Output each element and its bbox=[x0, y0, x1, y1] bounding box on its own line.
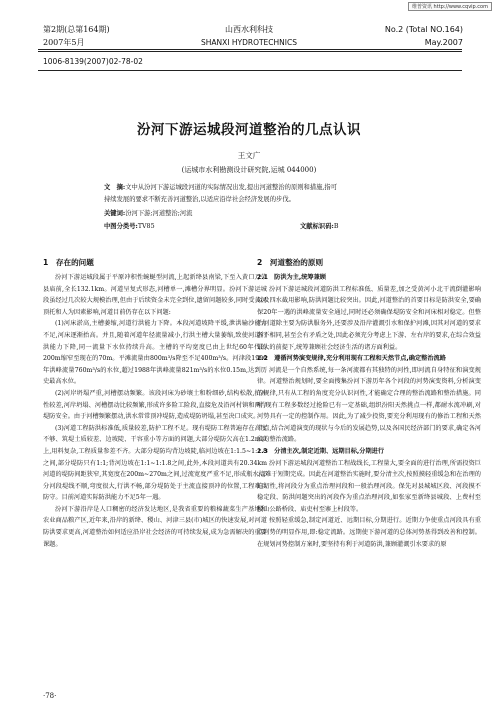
left-paragraph: (3)河道工程防洪标准低,质量较差,防护工程不足。现有堤防工程普遍存在高度不够、筑堤土质较差、边坡陡、干容重小等方面的问题,大部分堤防欠高在1.2m以上,用料复杂,工程质量参差不齐。大部分堤防均背边坡陡,临河边坡在1:1.5~1:1.8之间,部分堤防只有1:1;背河边坡在1:1~1:1.8之间,此外,本段河道共有20.34km河道的堤防间距狭窄,其宽度在200m~270m之间,过流宽度严重不足,形成瓶水;部分河段堤线不顺,弯度很大,行洪不畅,部分堤防处于主流直接顶冲的位置,工程难以防守。目前河道实际防洪能力不足5年一遇。 bbox=[43, 424, 267, 502]
clc-code: TV85 bbox=[137, 223, 155, 230]
subsection-2-1-heading: 2.1 防洪为主,统筹兼顾 bbox=[257, 274, 326, 281]
right-paragraph: 河流是一个自然系统,每一条河流都有其独特的河性,即河流自身特征和演变规律。河道整治规划时,要全面搜集汾河下游历年各个河段的河势演变资料,分析演变的规律,只有从工程的角度充分认识河性,才能确定合理的整治流路和整治措施。同时,现有工程多数经过抢险已有一定基础,组织汾阳天然挑点一样,都耐水流冲刷,对河势具有一定的控制作用。因此,为了减少投资,要充分利用现有的修治工程和天然节点,结合河道演变的现状与今后的发展趋势,以及各国民经济部门的要求,确定各河段的整治流路。 bbox=[257, 366, 481, 444]
subsection-2-3-heading: 2.3 分清主次,制定近期、远期目标,分期进行 bbox=[257, 447, 385, 455]
journal-name-en: SHANXI HYDROTECHNICS bbox=[200, 38, 297, 47]
watermark: 维普资讯 http://www.cqvip.com bbox=[408, 2, 492, 11]
document-id: 1006-8139(2007)02-78-02 bbox=[43, 57, 143, 66]
journal-name-cn: 山西水利科技 bbox=[225, 25, 273, 34]
section-1-heading: 1 存在的问题 bbox=[43, 258, 94, 267]
abstract-line-1 bbox=[104, 183, 337, 193]
article-title: 汾河下游运城段河道整治的几点认识 bbox=[137, 122, 361, 138]
keywords-text: 汾河下游;河道整治;河流 bbox=[125, 210, 193, 217]
right-paragraph: 汾河下游运城段河道防洪工程标准低、质量差,加之受黄河小北干流倒灌影响以及四水截用影响,防洪问题比较突出。因此,河道整治的首要目标是防洪安全,要确保20年一遇的洪峰流量安全通过,同时还必须确保堤防安全和河床相对稳定。但整治河道除主要为防洪服务外,还要涉及沿岸灌溉引水和保护河滩,因其对河道的要求各不相同,甚至会有矛盾之处,因此必须充分考虑上下游、左右岸的要求,在综合效益最大的前提下,统筹兼顾社会经济生活的诸方面利益。 bbox=[257, 285, 481, 351]
issue-number-en: No.2 (Total NO.164) bbox=[384, 25, 463, 34]
left-column bbox=[43, 272, 267, 550]
clc-line bbox=[104, 222, 155, 232]
abstract-line-2: 持续发展的要求不断充善河道整治,以适应沿岸社会经济发展的步伐。 bbox=[104, 196, 295, 203]
section-2-heading: 2 河道整治的原则 bbox=[257, 258, 324, 267]
abstract-text-1: 文中从汾河下游运城段河道的实际情况出发,提出河道整治的原则和措施,指可 bbox=[125, 184, 338, 191]
keywords-label: 关键词: bbox=[104, 210, 126, 217]
doc-id-rule bbox=[38, 70, 462, 71]
page-number: ·78· bbox=[43, 692, 57, 700]
abstract-label: 文 摘: bbox=[104, 184, 126, 191]
right-column bbox=[257, 272, 481, 550]
right-paragraph: 汾河下游运城段河道整治工程战线长,工程量大,要全面的进行治理,所需投资巨大,难于短期完成。因此在河道整治实施时,要分清主次,按照摸轻重缓急和在治理的迫切性,将河段分为重点治理河段和一般治理河段。保先对县城城区段、河段摸不稳定段、防洪问题突出的河段作为重点治理河段,如张家至新绛县城段、上费村至稷山公路桥段、庙吏村至寨上村段等。 bbox=[257, 459, 481, 513]
date-en: May.2007 bbox=[424, 38, 463, 47]
doc-code-label: 文献标识码: bbox=[300, 223, 334, 230]
left-paragraph: 汾河下游沿岸是人口稠密的经济发达地区,是我省重要的粮棉蔬菜生产基地和农业商品粮产区,近年来,沿岸的新绛、稷山、河津三县(市)城区的快速发展,对河道防洪要求更高,河道整治如何适应沿岸社会经济的可持续发展,成为急需解决的重要课题。 bbox=[43, 505, 267, 548]
date-cn: 2007年5月 bbox=[43, 38, 85, 47]
left-paragraph: (2)河岸坍塌严重,河槽摆动频繁。该段河床为砂壤土和粉细砂,结构松散,抗冲性较差,河岸坍塌、河槽摆动比较频繁,形成许多险工险段,直接危及沿河村镇和两岸堤防安全。由于河槽频繁摆动,洪水常常顶冲堤防,造成堤防坍塌,甚至决口成灾。 bbox=[43, 389, 267, 421]
left-paragraph: (1)河床淤高,主槽萎缩,河道行洪能力下降。本段河道坡降平缓,泄洪输沙能力不足,河床逐渐抬高。并且,随着河道年径流量减小,行洪主槽大量萎缩,致使河道行洪能力下降,同一流量下水位持续升高。主槽的平均宽度已由上世纪60年代的200m缩窄至现在的70m。平滩流量由800m³/s降至不足400m³/s。河津段1996年洪峰流量760m³/s的水位,超过1988年洪峰流量821m³/s的水位0.15m,达到历史最高水位。 bbox=[43, 320, 267, 386]
header-rule-thin bbox=[38, 51, 462, 52]
header-rule bbox=[38, 49, 462, 50]
keywords-line bbox=[104, 209, 192, 219]
right-paragraph: 按照轻重缓急,制定河道近、远期目标,分期进行。近期力争使重点河段具有重点河势的明显作用,即:稳定流路。远期使下游河道的总体河势基得到改善和控制。在规划河势控制方案时,要坚持有利于河道防洪,兼顾灌溉引水要求的原 bbox=[257, 517, 481, 548]
issue-number-cn: 第2期(总第164期) bbox=[43, 25, 110, 34]
doc-code: B bbox=[333, 223, 339, 230]
clc-label: 中图分类号: bbox=[104, 223, 138, 230]
author-name: 王文广 bbox=[237, 151, 261, 160]
subsection-2-2-heading: 2.2 遵循河势演变规律,充分利用现有工程和天然节点,确定整治流路 bbox=[257, 355, 446, 363]
left-paragraph: 汾河下游运城段属于平原冲积性蜿蜒型河流,上起新绛县南梁,下至入黄口万荣县庙前,全长132.1km。河道呈复式形态,河槽单一,滩槽分界明显。汾河下游运城段虽经过几次较大规模治理,但由于后续资金未完全到位,遗留问题较多,同时受黄河顶托和人为因素影响,河道目前仍存在以下问题: bbox=[43, 274, 267, 316]
author-affiliation: (运城市水利勘测设计研究院,运城 044000) bbox=[181, 166, 317, 174]
doc-code-line bbox=[300, 222, 338, 232]
